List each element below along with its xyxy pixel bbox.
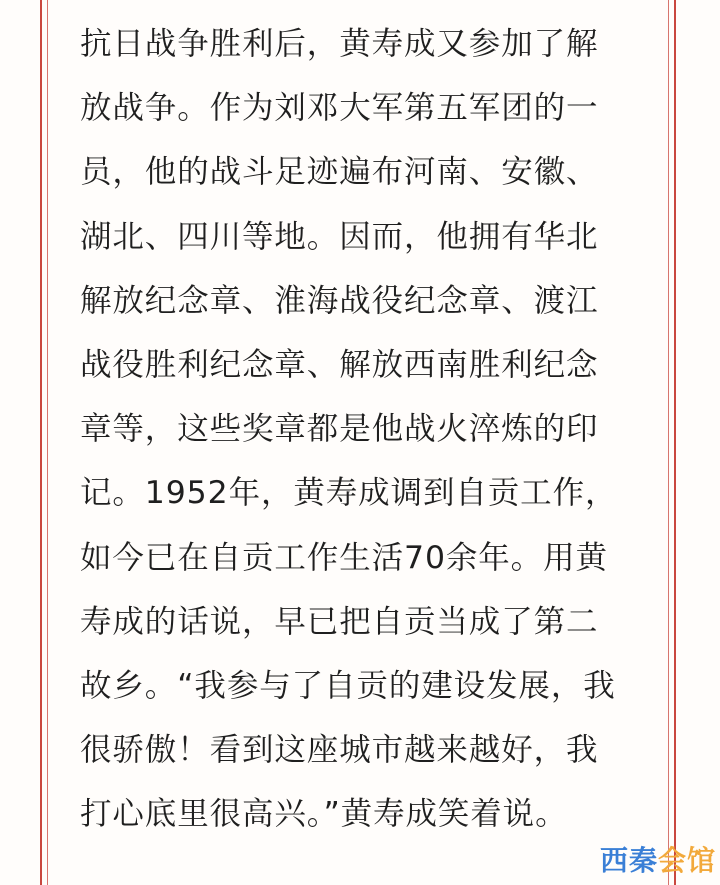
watermark-part1: 西秦 (599, 844, 658, 877)
text-line: 寿成的话说，早已把自贡当成了第二 (80, 603, 599, 640)
text-line: 记。1952年，黄寿成调到自贡工作， (80, 475, 618, 512)
text-line: 打心底里很高兴。”黄寿成笑着说。 (80, 796, 568, 833)
text-line: 故乡。“我参与了自贡的建设发展，我 (80, 667, 616, 704)
text-line: 湖北、四川等地。因而，他拥有华北 (80, 218, 599, 255)
text-line: 员，他的战斗足迹遍布河南、安徽、 (80, 154, 599, 191)
right-border-outer (674, 0, 676, 885)
text-line: 放战争。作为刘邓大军第五军团的一 (80, 90, 599, 127)
watermark-part2: 会馆 (657, 844, 716, 877)
text-line: 很骄傲！看到这座城市越来越好，我 (80, 732, 599, 769)
text-line: 战役胜利纪念章、解放西南胜利纪念 (80, 346, 599, 383)
right-border-inner (668, 0, 669, 885)
left-border-outer (40, 0, 42, 885)
article-body (80, 12, 650, 846)
left-border-inner (47, 0, 48, 885)
watermark-logo (600, 839, 716, 879)
text-line: 如今已在自贡工作生活70余年。用黄 (80, 539, 608, 576)
text-line: 抗日战争胜利后，黄寿成又参加了解 (80, 26, 599, 62)
text-line: 章等，这些奖章都是他战火淬炼的印 (80, 411, 599, 448)
text-line: 解放纪念章、淮海战役纪念章、渡江 (80, 282, 599, 319)
